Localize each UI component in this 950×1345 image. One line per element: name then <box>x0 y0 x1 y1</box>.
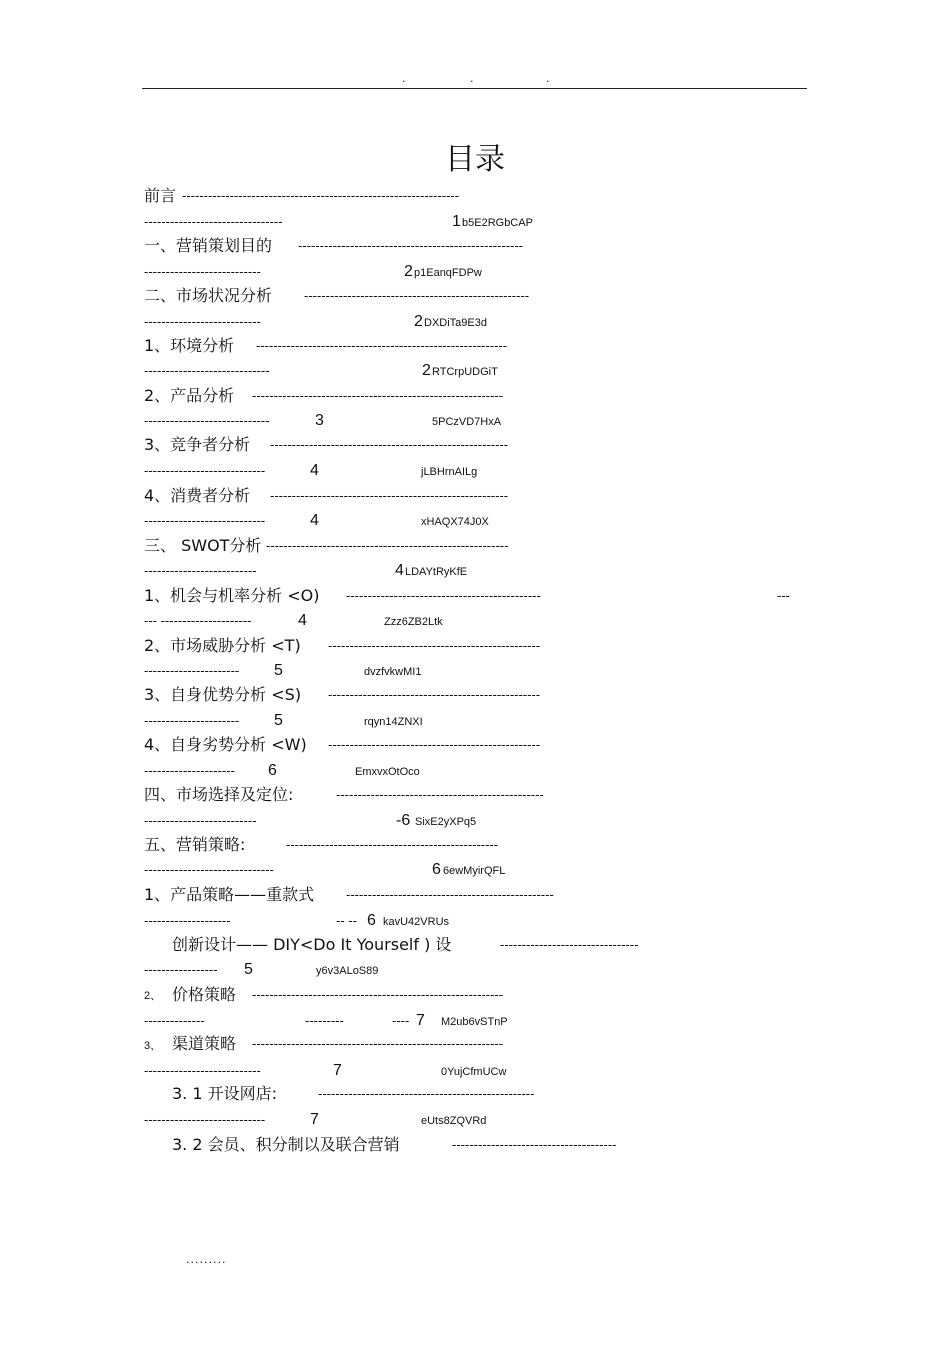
toc-leader: -------------------------------------------------- <box>318 1086 535 1101</box>
toc-leader: ---------------------------------------------------------- <box>252 987 504 1002</box>
toc-anchor-code: p1EanqFDPw <box>414 267 482 279</box>
toc-leader: -------------- <box>144 1013 205 1028</box>
toc-leader: --- <box>777 588 790 603</box>
toc-page-number: 6 <box>268 762 277 779</box>
toc-leader: ---------------------------- <box>144 1112 266 1127</box>
toc-leader: ------------------------------------------------------- <box>270 488 509 503</box>
toc-leader: -------------------------- <box>144 813 257 828</box>
toc-page-number: 4 <box>298 612 307 629</box>
toc-page-number: 2 <box>404 263 413 280</box>
toc-anchor-code: xHAQX74J0X <box>421 516 489 528</box>
toc-entry-label[interactable]: 4、自身劣势分析 <W) <box>144 735 307 754</box>
toc-anchor-code: b5E2RGbCAP <box>462 217 533 229</box>
toc-leader: ----------------------------- <box>144 413 270 428</box>
toc-page-number: 7 <box>310 1111 319 1128</box>
toc-page-number: 6 <box>367 912 376 929</box>
toc-entry-label[interactable]: 三、 SWOT分析 <box>144 536 262 555</box>
toc-leader: ------------------------------------------------- <box>286 837 499 852</box>
toc-entry-label[interactable]: 渠道策略 <box>172 1034 237 1053</box>
toc-entry-label[interactable]: 二、市场状况分析 <box>144 286 273 305</box>
toc-anchor-code: jLBHrnAILg <box>421 466 478 478</box>
toc-leader: --------- <box>305 1013 344 1028</box>
toc-entry-label[interactable]: 3. 2 会员、积分制以及联合营销 <box>172 1135 400 1154</box>
toc-leader: ------------------------------------------------- <box>328 687 541 702</box>
toc-leader: ---------------------------------------------------------- <box>252 1036 504 1051</box>
toc-entry-prefix: 3、 <box>144 1040 162 1052</box>
toc-page-number: 5 <box>274 712 283 729</box>
toc-leader: ---------------------------------------------------------------- <box>182 188 460 203</box>
toc-leader: -------------------------------- <box>144 214 283 229</box>
toc-leader: ---- <box>392 1013 410 1028</box>
toc-entry-label[interactable]: 价格策略 <box>172 985 237 1004</box>
toc-leader: ------------------------------------------------ <box>336 787 544 802</box>
toc-anchor-code: M2ub6vSTnP <box>441 1016 508 1028</box>
toc-entry-label[interactable]: 3、自身优势分析 <S) <box>144 685 302 704</box>
toc-entry-label[interactable]: 1、机会与机率分析 <O) <box>144 586 320 605</box>
toc-entry-label[interactable]: 3. 1 开设网店: <box>172 1084 278 1103</box>
toc-page-number: 2 <box>414 313 423 330</box>
toc-leader: ---------------------------- <box>144 513 266 528</box>
toc-page-number: 7 <box>333 1062 342 1079</box>
toc-leader: ---------------------------- <box>144 463 266 478</box>
toc-leader: --------------------- <box>144 763 235 778</box>
toc-page-number: -6 <box>396 812 411 829</box>
toc-entry-label[interactable]: 创新设计—— DIY<Do It Yourself ) 设 <box>172 935 452 954</box>
toc-anchor-code: 5PCzVD7HxA <box>432 416 502 428</box>
toc-page-number: 6 <box>432 861 441 878</box>
toc-leader: ------------------------------------------------ <box>346 887 554 902</box>
toc-leader: -------------------------------------- <box>452 1137 617 1152</box>
toc-page-number: 7 <box>416 1012 425 1029</box>
toc-leader: ---------------------------------------------------------- <box>252 388 504 403</box>
header-dot-2: . <box>470 72 474 85</box>
toc-leader: -------------------- <box>144 913 231 928</box>
toc-anchor-code: kavU42VRUs <box>383 916 450 928</box>
toc-entry-label[interactable]: 前言 <box>144 186 177 205</box>
toc-page-number: 4 <box>310 512 319 529</box>
toc-anchor-code: RTCrpUDGiT <box>432 366 498 378</box>
toc-leader: ------------------------------------------------- <box>328 737 541 752</box>
toc-entry-prefix: 2、 <box>144 990 162 1002</box>
toc-page-number: 5 <box>274 662 283 679</box>
toc-leader: --- --------------------- <box>144 613 252 628</box>
toc-entry-label[interactable]: 1、环境分析 <box>144 336 235 355</box>
toc-leader: --------------------------------------------- <box>346 588 541 603</box>
toc-page-number: 5 <box>244 961 253 978</box>
toc-anchor-code: DXDiTa9E3d <box>424 317 487 329</box>
toc-leader: ---------------------------------------------------------- <box>256 338 508 353</box>
toc-anchor-code: Zzz6ZB2Ltk <box>384 616 443 628</box>
toc-page-number: 2 <box>422 362 431 379</box>
toc-page-number: 3 <box>315 412 324 429</box>
toc-leader: ---------------------------------------------------- <box>298 238 524 253</box>
toc-leader: ---------------------------------------------------- <box>304 288 530 303</box>
toc-entry-label[interactable]: 四、市场选择及定位: <box>144 785 294 804</box>
toc-entry-label[interactable]: 4、消费者分析 <box>144 486 251 505</box>
toc-leader: ----------------------------- <box>144 363 270 378</box>
toc-leader: ---------------------- <box>144 663 240 678</box>
toc-leader: --------------------------- <box>144 1063 261 1078</box>
toc-leader: ------------------------------------------------- <box>328 638 541 653</box>
toc-entry-label[interactable]: 五、营销策略: <box>144 835 246 854</box>
toc-leader: ------------------------------------------------------- <box>270 437 509 452</box>
toc-leader: ----------------- <box>144 962 218 977</box>
toc-leader: -------------------------------------------------------- <box>266 538 509 553</box>
toc-anchor-code: LDAYtRyKfE <box>405 566 468 578</box>
toc-anchor-code: 0YujCfmUCw <box>441 1066 507 1078</box>
document-title: 目录 <box>445 142 505 177</box>
toc-anchor-code: EmxvxOtOco <box>355 766 420 778</box>
toc-anchor-code: dvzfvkwMI1 <box>364 666 422 678</box>
toc-anchor-code: SixE2yXPq5 <box>415 816 477 828</box>
header-rule <box>142 88 807 89</box>
toc-anchor-code: rqyn14ZNXI <box>364 716 423 728</box>
toc-entry-label[interactable]: 1、产品策略——重款式 <box>144 885 315 904</box>
toc-anchor-code: eUts8ZQVRd <box>421 1115 487 1127</box>
toc-entry-label[interactable]: 2、市场威胁分析 <T) <box>144 636 301 655</box>
toc-page-number: 1 <box>452 213 461 230</box>
toc-anchor-code: y6v3ALoS89 <box>316 965 379 977</box>
toc-leader: ------------------------------ <box>144 862 274 877</box>
toc-page-number: 4 <box>395 562 404 579</box>
toc-leader: -------------------------------- <box>500 937 639 952</box>
toc-leader: -------------------------- <box>144 563 257 578</box>
toc-leader: -- -- <box>336 913 357 928</box>
toc-entry-label[interactable]: 3、竞争者分析 <box>144 435 251 454</box>
toc-page-number: 4 <box>310 462 319 479</box>
toc-leader: --------------------------- <box>144 264 261 279</box>
toc-leader: --------------------------- <box>144 314 261 329</box>
header-dot-3: . <box>546 72 550 85</box>
toc-anchor-code: 6ewMyirQFL <box>443 865 506 877</box>
toc-entry-label[interactable]: 一、营销策划目的 <box>144 236 273 255</box>
toc-leader: ---------------------- <box>144 713 240 728</box>
header-dot-1: . <box>402 72 406 85</box>
toc-entry-label[interactable]: 2、产品分析 <box>144 386 235 405</box>
footer-dots: ......... <box>186 1253 227 1266</box>
